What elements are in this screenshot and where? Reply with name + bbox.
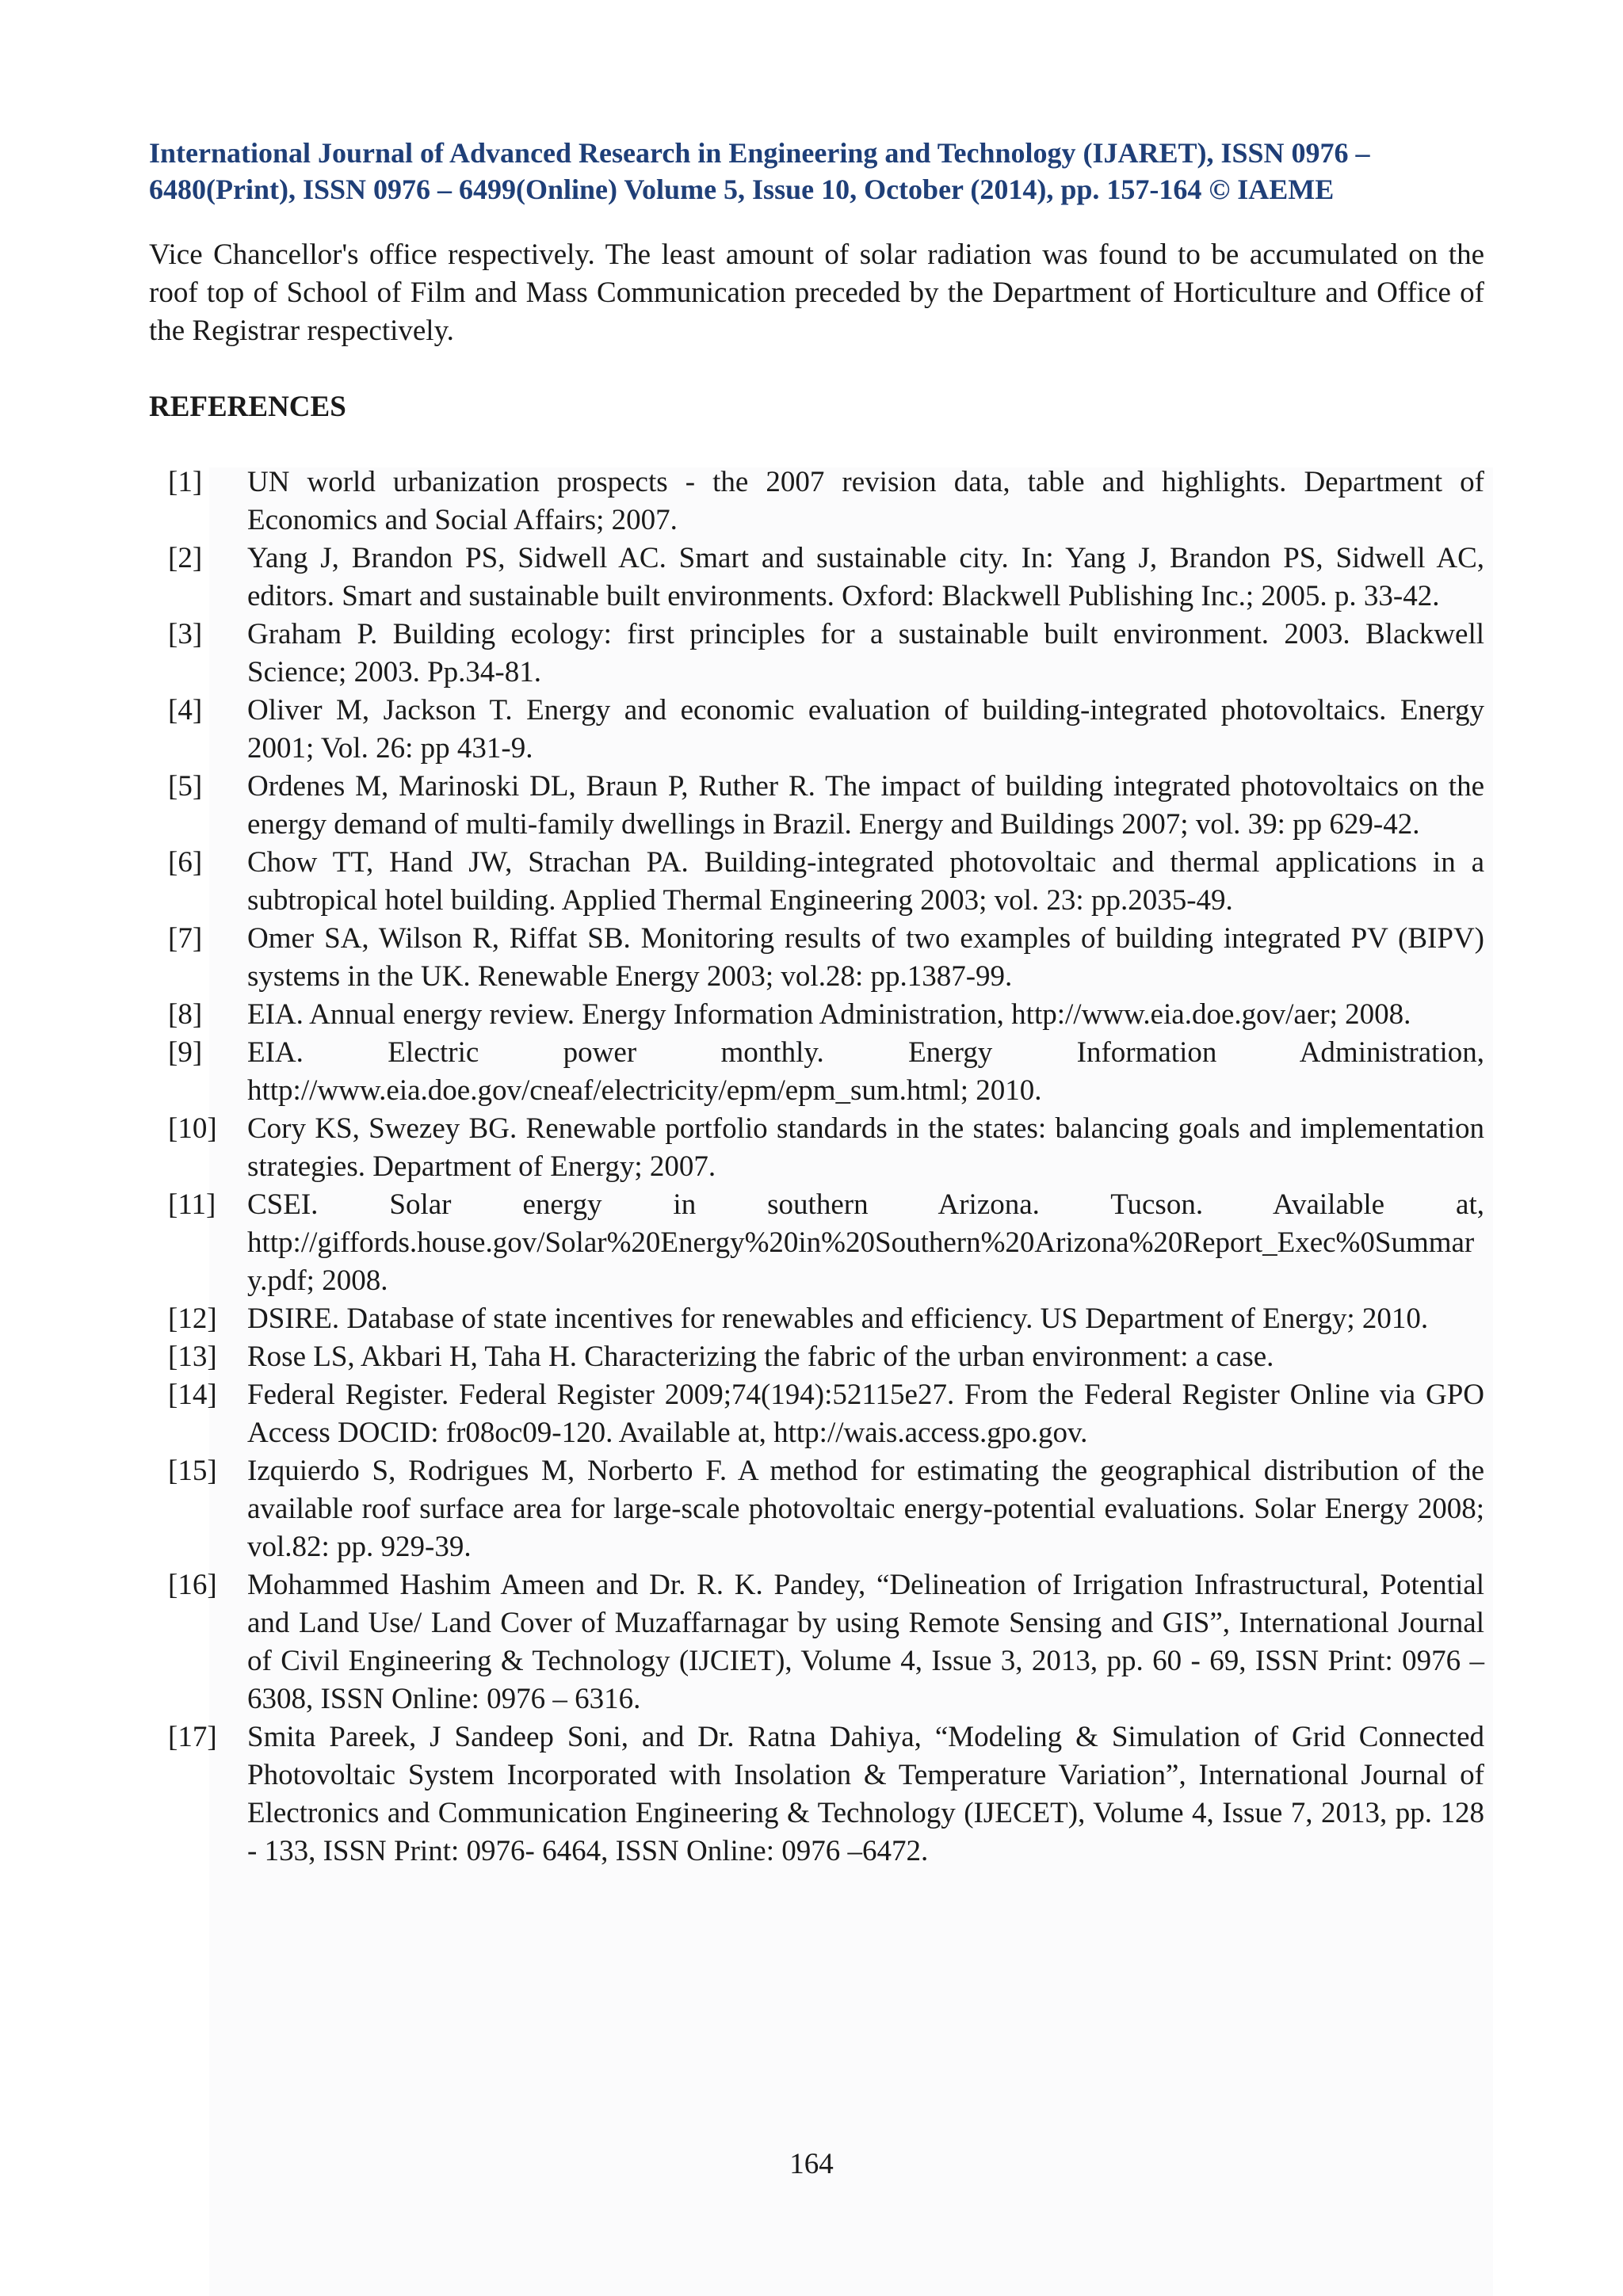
reference-item — [149, 692, 1484, 768]
reference-number: [1] — [168, 466, 203, 498]
reference-number: [3] — [168, 618, 203, 650]
reference-text: CSEI. Solar energy in southern Arizona. Tucson. Available at, http://giffords.house.gov/Solar%20Energy%20in%20Southern%20Arizona%20Report_Exec%0Summary.pdf; 2008. — [247, 1188, 1484, 1297]
intro-paragraph: Vice Chancellor's office respectively. The least amount of solar radiation was found to be accumulated on the roof top of School of Film and Mass Communication preceded by the Department of Horticulture and Office of the Registrar respectively. — [149, 238, 1484, 347]
reference-item — [149, 920, 1484, 996]
reference-text: Graham P. Building ecology: first principles for a sustainable built environment. 2003. Blackwell Science; 2003. Pp.34-81. — [247, 618, 1484, 688]
reference-item — [149, 1110, 1484, 1186]
reference-item — [149, 463, 1484, 540]
reference-item — [149, 996, 1484, 1034]
reference-text: Smita Pareek, J Sandeep Soni, and Dr. Ratna Dahiya, “Modeling & Simulation of Grid Connected Photovoltaic System Incorporated with Insolation & Temperature Variation”, International Journal of Electronics and Communication Engineering & Technology (IJECET), Volume 4, Issue 7, 2013, pp. 128 - 133, ISSN Print: 0976- 6464, ISSN Online: 0976 –6472. — [247, 1721, 1484, 1867]
reference-text: Izquierdo S, Rodrigues M, Norberto F. A method for estimating the geographical distribution of the available roof surface area for large-scale photovoltaic energy-potential evaluations. Solar Energy 2008; vol.82: pp. 929-39. — [247, 1455, 1484, 1563]
reference-item — [149, 1338, 1484, 1376]
reference-text: Chow TT, Hand JW, Strachan PA. Building-integrated photovoltaic and thermal applications in a subtropical hotel building. Applied Thermal Engineering 2003; vol. 23: pp.2035-49. — [247, 846, 1484, 917]
reference-text: Oliver M, Jackson T. Energy and economic evaluation of building-integrated photovoltaics. Energy 2001; Vol. 26: pp 431-9. — [247, 694, 1484, 765]
reference-item — [149, 1186, 1484, 1300]
reference-number: [11] — [168, 1188, 216, 1221]
reference-number: [8] — [168, 998, 203, 1031]
journal-header-line-1: International Journal of Advanced Research in Engineering and Technology (IJARET), ISSN 0976 – — [149, 137, 1370, 169]
reference-item — [149, 1376, 1484, 1452]
reference-item — [149, 1034, 1484, 1110]
reference-item — [149, 768, 1484, 844]
reference-number: [2] — [168, 542, 203, 574]
reference-text: Omer SA, Wilson R, Riffat SB. Monitoring results of two examples of building integrated PV (BIPV) systems in the UK. Renewable Energy 2003; vol.28: pp.1387-99. — [247, 922, 1484, 993]
journal-header — [149, 135, 1484, 208]
reference-number: [5] — [168, 770, 203, 803]
reference-item — [149, 844, 1484, 920]
reference-number: [7] — [168, 922, 203, 955]
reference-text: DSIRE. Database of state incentives for renewables and efficiency. US Department of Energy; 2010. — [247, 1302, 1429, 1335]
reference-number: [16] — [168, 1569, 217, 1601]
reference-number: [12] — [168, 1302, 217, 1335]
references-heading: REFERENCES — [149, 391, 346, 423]
reference-item — [149, 1452, 1484, 1566]
reference-number: [9] — [168, 1036, 203, 1069]
reference-text: Federal Register. Federal Register 2009;74(194):52115e27. From the Federal Register Online via GPO Access DOCID: fr08oc09-120. Available at, http://wais.access.gpo.gov. — [247, 1379, 1484, 1449]
reference-text: EIA. Electric power monthly. Energy Information Administration, http://www.eia.doe.gov/cneaf/electricity/epm/epm_sum.html; 2010. — [247, 1036, 1484, 1107]
reference-item — [149, 616, 1484, 692]
reference-number: [17] — [168, 1721, 217, 1753]
reference-number: [6] — [168, 846, 203, 879]
reference-item — [149, 1718, 1484, 1871]
reference-text: Rose LS, Akbari H, Taha H. Characterizing the fabric of the urban environment: a case. — [247, 1341, 1274, 1373]
reference-item — [149, 1300, 1484, 1338]
reference-number: [14] — [168, 1379, 217, 1411]
reference-text: Cory KS, Swezey BG. Renewable portfolio standards in the states: balancing goals and implementation strategies. Department of Energy; 2007. — [247, 1112, 1484, 1183]
page-number: 164 — [789, 2148, 834, 2180]
reference-item — [149, 1566, 1484, 1718]
reference-text: Mohammed Hashim Ameen and Dr. R. K. Pandey, “Delineation of Irrigation Infrastructural, Potential and Land Use/ Land Cover of Muzaffarnagar by using Remote Sensing and GIS”, International Journal of Civil Engineering & Technology (IJCIET), Volume 4, Issue 3, 2013, pp. 60 - 69, ISSN Print: 0976 – 6308, ISSN Online: 0976 – 6316. — [247, 1569, 1484, 1715]
reference-text: EIA. Annual energy review. Energy Information Administration, http://www.eia.doe.gov/aer; 2008. — [247, 998, 1411, 1031]
reference-item — [149, 540, 1484, 616]
journal-header-line-2: 6480(Print), ISSN 0976 – 6499(Online) Volume 5, Issue 10, October (2014), pp. 157-164 © IAEME — [149, 174, 1335, 205]
reference-number: [4] — [168, 694, 203, 727]
reference-text: Ordenes M, Marinoski DL, Braun P, Ruther R. The impact of building integrated photovoltaics on the energy demand of multi-family dwellings in Brazil. Energy and Buildings 2007; vol. 39: pp 629-42. — [247, 770, 1484, 841]
reference-number: [15] — [168, 1455, 217, 1487]
reference-number: [13] — [168, 1341, 217, 1373]
references-list — [149, 463, 1484, 1871]
reference-text: Yang J, Brandon PS, Sidwell AC. Smart and sustainable city. In: Yang J, Brandon PS, Sidwell AC, editors. Smart and sustainable built environments. Oxford: Blackwell Publishing Inc.; 2005. p. 33-42. — [247, 542, 1484, 612]
reference-text: UN world urbanization prospects - the 2007 revision data, table and highlights. Department of Economics and Social Affairs; 2007. — [247, 466, 1484, 536]
reference-number: [10] — [168, 1112, 217, 1145]
